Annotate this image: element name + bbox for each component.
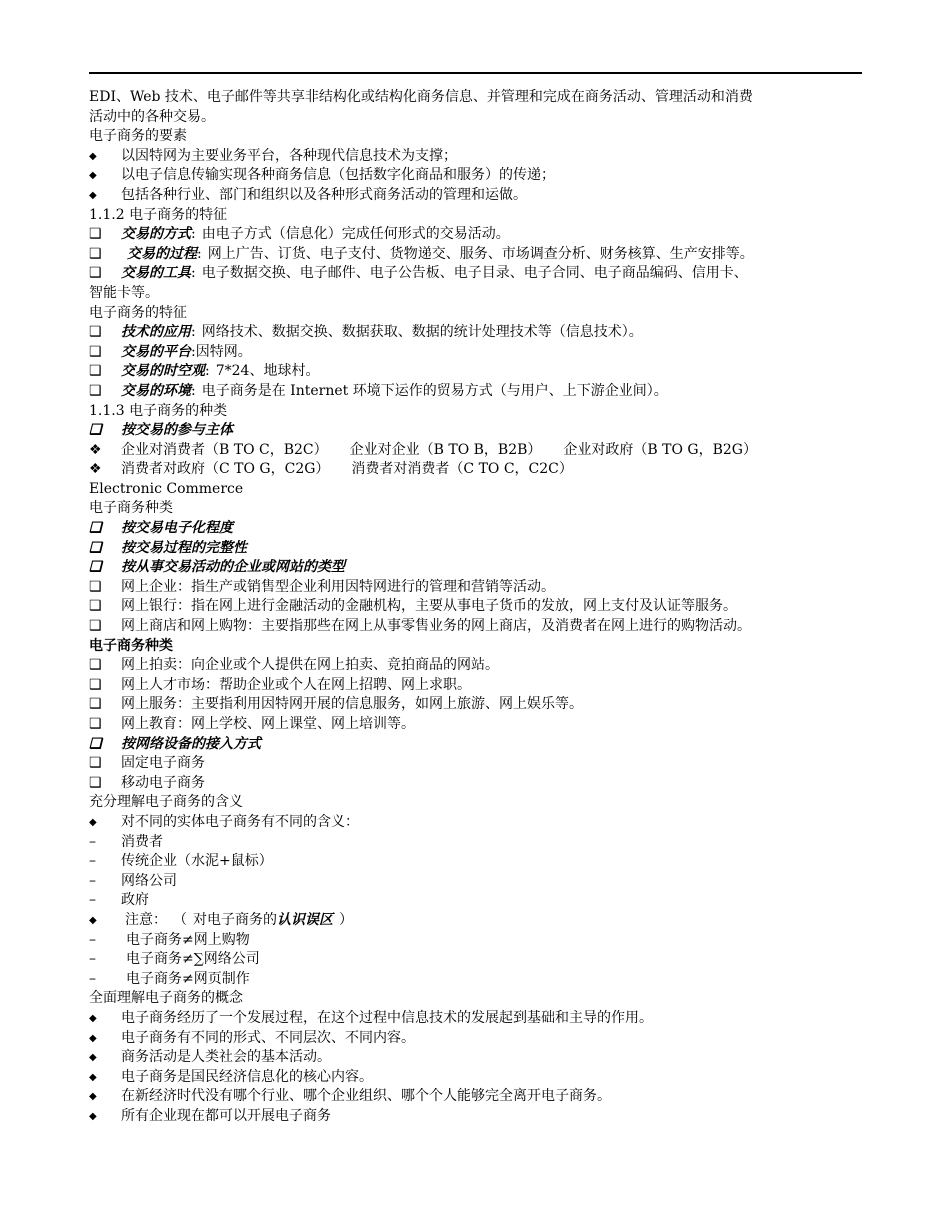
box-bullet-icon: ❑ (89, 226, 102, 243)
list-item: ❑ 交易的平台 : 因特网。 (89, 343, 864, 363)
list-item: ❑ 网上企业：指生产或销售型企业利用因特网进行的管理和营销等活动。 (89, 578, 864, 598)
list-item: ❑ 交易的过程 : 网上广告、订货、电子支付、货物递交、服务、市场调查分析、财务核算、生产安排等。 (89, 245, 864, 265)
list-item: ❑ 按网络设备的接入方式 (89, 735, 864, 755)
list-item: – 网络公司 (89, 872, 864, 892)
list-item: ◆ 商务活动是人类社会的基本活动。 (89, 1048, 864, 1068)
list-item: – 政府 (89, 891, 864, 911)
list-item: ❑ 网上银行：指在网上进行金融活动的金融机构，主要从事电子货币的发放，网上支付及认证等服务。 (89, 597, 864, 617)
box-bullet-icon: ❑ (89, 245, 102, 262)
list-item: ◆ 注意： （ 对电子商务的 认识误区 ） (89, 911, 864, 931)
diamond-bullet-icon: ◆ (89, 189, 97, 201)
list-item: ❑ 网上拍卖：向企业或个人提供在网上拍卖、竞拍商品的网站。 (89, 656, 864, 676)
list-item: – 电子商务≠网上购物 (89, 931, 864, 951)
diamond-bullet-icon: ◆ (89, 150, 97, 162)
header-rule (89, 72, 862, 74)
dash-bullet: – (89, 892, 96, 909)
box-bullet-icon: ❑ (89, 578, 102, 595)
four-diamond-bullet-icon: ❖ (89, 461, 102, 478)
list-item: – 消费者 (89, 833, 864, 853)
types-heading: 电子商务种类 (89, 500, 173, 517)
diamond-bullet-icon: ◆ (89, 1091, 97, 1103)
box-bullet-icon: ❑ (89, 676, 102, 693)
list-item: ❑ 交易的方式 : 由电子方式（信息化）完成任何形式的交易活动。 (89, 225, 864, 245)
list-item: ◆ 电子商务是国民经济信息化的核心内容。 (89, 1068, 864, 1088)
box-bullet-icon: ❑ (89, 735, 102, 752)
diamond-bullet-icon: ◆ (89, 914, 97, 926)
list-item: ❑ 交易的环境 : 电子商务是在 Internet 环境下运作的贸易方式（与用户、上下游企业间）。 (89, 382, 864, 402)
list-item: ❑ 网上人才市场：帮助企业或个人在网上招聘、网上求职。 (89, 676, 864, 696)
list-item: – 电子商务≠网页制作 (89, 970, 864, 990)
diamond-bullet-icon: ◆ (89, 1032, 97, 1044)
diamond-bullet-icon: ◆ (89, 1012, 97, 1024)
english-term: Electronic Commerce (89, 480, 244, 497)
list-item: ❑ 按从事交易活动的企业或网站的类型 (89, 558, 864, 578)
list-item: ❑ 固定电子商务 (89, 754, 864, 774)
box-bullet-icon: ❑ (89, 539, 102, 556)
four-diamond-bullet-icon: ❖ (89, 441, 102, 458)
list-item: ❑ 技术的应用 : 网络技术、数据交换、数据获取、数据的统计处理技术等（信息技术）。 (89, 323, 864, 343)
diamond-bullet-icon: ◆ (89, 1052, 97, 1064)
box-bullet-icon: ❑ (89, 363, 102, 380)
list-item: ❑ 按交易过程的完整性 (89, 539, 864, 559)
list-item: ❑ 网上教育：网上学校、网上课堂、网上培训等。 (89, 715, 864, 735)
dash-bullet: – (89, 833, 96, 850)
diamond-bullet-icon: ◆ (89, 1110, 97, 1122)
list-item: ◆ 在新经济时代没有哪个行业、哪个企业组织、哪个个人能够完全离开电子商务。 (89, 1087, 864, 1107)
list-item: ❑ 移动电子商务 (89, 774, 864, 794)
diamond-bullet-icon: ◆ (89, 1071, 97, 1083)
dash-bullet: – (89, 853, 96, 870)
intro-line-2: 活动中的各种交易。 (89, 108, 215, 125)
box-bullet-icon: ❑ (89, 382, 102, 399)
list-item: – 传统企业（水泥+鼠标） (89, 852, 864, 872)
list-item: ❑ 交易的工具 : 电子数据交换、电子邮件、电子公告板、电子目录、电子合同、电子商品编码、信用卡、 (89, 264, 864, 284)
list-item: ◆ 以因特网为主要业务平台，各种现代信息技术为支撑； (89, 147, 864, 167)
list-item: ❑ 网上商店和网上购物：主要指那些在网上从事零售业务的网上商店，及消费者在网上进行的购物活动。 (89, 617, 864, 637)
box-bullet-icon: ❑ (89, 324, 102, 341)
dash-bullet: – (89, 872, 96, 889)
box-bullet-icon: ❑ (89, 422, 102, 439)
list-item: – 电子商务≠∑网络公司 (89, 950, 864, 970)
list-item: ❑ 按交易电子化程度 (89, 519, 864, 539)
dash-bullet: – (89, 951, 96, 968)
dash-bullet: – (89, 931, 96, 948)
box-bullet-icon: ❑ (89, 657, 102, 674)
box-bullet-icon: ❑ (89, 774, 102, 791)
dash-bullet: – (89, 970, 96, 987)
box-bullet-icon: ❑ (89, 559, 102, 576)
box-bullet-icon: ❑ (89, 598, 102, 615)
list-item: ❑ 交易的时空观 : 7*24、地球村。 (89, 362, 864, 382)
list-item: ◆ 所有企业现在都可以开展电子商务 (89, 1107, 864, 1127)
elements-heading: 电子商务的要素 (89, 128, 187, 145)
box-bullet-icon: ❑ (89, 265, 102, 282)
list-item: ◆ 包括各种行业、部门和组织以及各种形式商务活动的管理和运做。 (89, 186, 864, 206)
features-heading: 电子商务的特征 (89, 304, 187, 321)
types-heading-bold: 电子商务种类 (89, 637, 173, 654)
list-item: ◆ 对不同的实体电子商务有不同的含义： (89, 813, 864, 833)
diamond-bullet-icon: ◆ (89, 170, 97, 182)
section-heading-1-1-3: 1.1.3 电子商务的种类 (89, 402, 228, 419)
list-item: ❖ 企业对消费者（B TO C，B2C） 企业对企业（B TO B，B2B） 企业对政府（B TO G，B2G） (89, 441, 864, 461)
list-item: ❑ 按交易的参与主体 (89, 421, 864, 441)
section-heading-1-1-2: 1.1.2 电子商务的特征 (89, 206, 228, 223)
box-bullet-icon: ❑ (89, 755, 102, 772)
box-bullet-icon: ❑ (89, 716, 102, 732)
diamond-bullet-icon: ◆ (89, 816, 97, 828)
box-bullet-icon: ❑ (89, 696, 102, 713)
list-item: ❖ 消费者对政府（C TO G，C2G） 消费者对消费者（C TO C，C2C） (89, 460, 864, 480)
list-item: ◆ 电子商务有不同的形式、不同层次、不同内容。 (89, 1029, 864, 1049)
list-item-continuation: 智能卡等。 (89, 284, 159, 301)
list-item: ◆ 电子商务经历了一个发展过程，在这个过程中信息技术的发展起到基础和主导的作用。 (89, 1009, 864, 1029)
concept-heading: 全面理解电子商务的概念 (89, 990, 243, 1007)
document-body (89, 88, 864, 1126)
intro-line-1: EDI、Web 技术、电子邮件等共享非结构化或结构化商务信息、并管理和完成在商务活动、管理活动和消费 (89, 89, 753, 105)
meaning-heading: 充分理解电子商务的含义 (89, 794, 243, 811)
list-item: ◆ 以电子信息传输实现各种商务信息（包括数字化商品和服务）的传递； (89, 166, 864, 186)
box-bullet-icon: ❑ (89, 618, 102, 635)
box-bullet-icon: ❑ (89, 343, 102, 360)
box-bullet-icon: ❑ (89, 520, 102, 537)
list-item: ❑ 网上服务：主要指利用因特网开展的信息服务，如网上旅游、网上娱乐等。 (89, 695, 864, 715)
